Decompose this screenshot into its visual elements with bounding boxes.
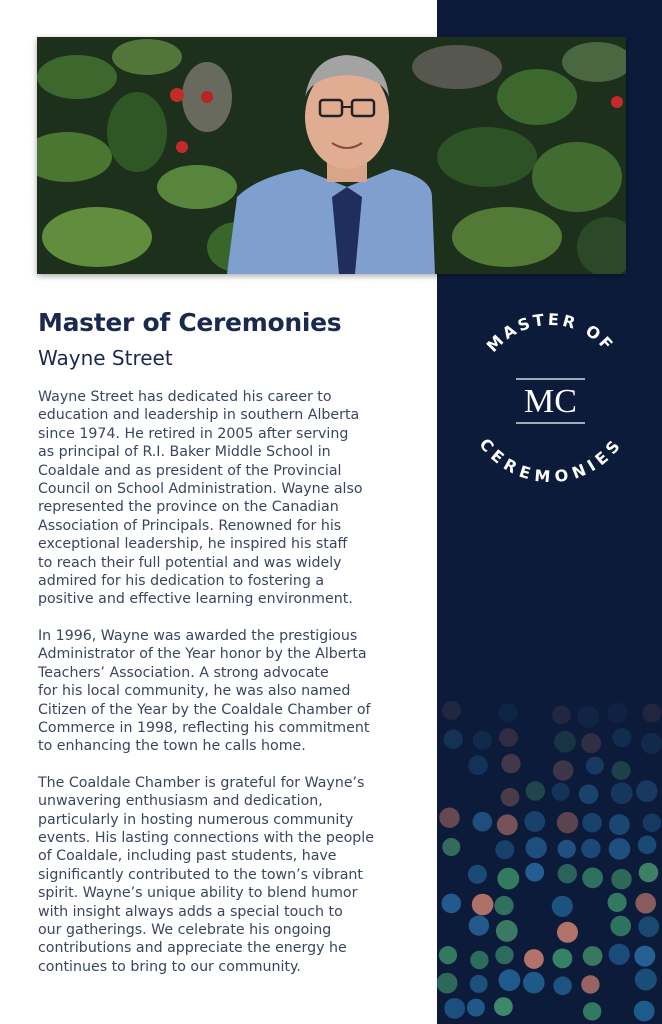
decorative-dot xyxy=(554,731,576,753)
decorative-dot xyxy=(495,840,514,859)
decorative-dot xyxy=(612,728,631,747)
decorative-dot xyxy=(552,706,571,725)
decorative-dot xyxy=(608,893,627,912)
decorative-dot xyxy=(525,863,544,882)
decorative-dot xyxy=(439,808,459,828)
decorative-dot xyxy=(497,814,518,835)
decorative-dot xyxy=(501,788,520,807)
decorative-dot xyxy=(611,782,633,804)
decorative-dot xyxy=(641,733,662,754)
decorative-dot xyxy=(638,916,659,937)
decorative-dot xyxy=(607,703,627,723)
decorative-dot xyxy=(444,998,465,1019)
decorative-dot xyxy=(558,840,576,858)
master-of-ceremonies-badge xyxy=(463,308,638,483)
decorative-dot xyxy=(557,922,578,943)
decorative-dot xyxy=(470,975,488,993)
decorative-dot xyxy=(581,975,599,993)
decorative-dot xyxy=(583,1002,601,1020)
decorative-dot xyxy=(498,703,517,722)
decorative-dot xyxy=(473,731,492,750)
decorative-dot xyxy=(526,837,547,858)
decorative-dot xyxy=(553,949,573,969)
person-name: Wayne Street xyxy=(38,346,173,370)
badge-top-text: MASTER OF xyxy=(482,309,619,356)
decorative-dot xyxy=(611,869,631,889)
decorative-dot xyxy=(552,783,570,801)
decorative-dot xyxy=(610,916,631,937)
decorative-dot xyxy=(437,973,458,994)
decorative-dot xyxy=(468,755,488,775)
decorative-dot xyxy=(609,944,630,965)
decorative-dot xyxy=(553,977,572,996)
decorative-dot xyxy=(642,704,661,723)
decorative-dot xyxy=(581,733,601,753)
decorative-dot xyxy=(439,946,457,964)
decorative-dot xyxy=(495,946,513,964)
decorative-dot xyxy=(582,867,603,888)
decorative-dot xyxy=(634,946,655,967)
decorative-dot xyxy=(526,781,545,800)
decorative-dot xyxy=(494,997,513,1016)
decorative-dot xyxy=(499,969,521,991)
decorative-dot xyxy=(553,760,573,780)
badge-monogram: MC xyxy=(524,383,577,420)
decorative-dot xyxy=(557,812,578,833)
decorative-dot xyxy=(494,896,513,915)
page-title: Master of Ceremonies xyxy=(38,308,342,337)
decorative-dot xyxy=(524,811,545,832)
biography xyxy=(38,388,398,994)
decorative-dot xyxy=(582,813,602,833)
decorative-dot xyxy=(612,761,631,780)
decorative-dot xyxy=(635,969,657,991)
decorative-dot xyxy=(444,730,463,749)
portrait-photo xyxy=(37,37,626,274)
decorative-dot xyxy=(497,868,519,890)
decorative-dot xyxy=(552,896,573,917)
svg-text:CEREMONIES xyxy=(475,435,625,483)
decorative-dot xyxy=(609,838,631,860)
decorative-dot xyxy=(583,946,603,966)
decorative-dot xyxy=(442,894,462,914)
decorative-dot xyxy=(524,949,544,969)
decorative-dot xyxy=(467,999,485,1017)
decorative-dot xyxy=(469,915,489,935)
decorative-dot xyxy=(638,836,657,855)
decorative-dot xyxy=(643,814,662,833)
decorative-dot xyxy=(523,972,545,994)
decorative-dot xyxy=(558,864,577,883)
decorative-dot xyxy=(609,814,630,835)
decorative-dot xyxy=(442,838,460,856)
badge-bottom-text: CEREMONIES xyxy=(475,434,626,483)
decorative-dot xyxy=(636,780,658,802)
decorative-dot xyxy=(470,951,488,969)
decorative-dot xyxy=(442,701,461,720)
decorative-dot xyxy=(586,757,604,775)
decorative-dot xyxy=(496,920,518,942)
decorative-dot xyxy=(577,706,599,728)
decorative-dot xyxy=(472,894,494,916)
bio-paragraph-1: Wayne Street has dedicated his career to education and leadership in southern Alberta since 1974. He retired in 2005 after serving as principal of R.I. Baker Middle School in Coaldale and as president of the Provincial Council on School Administration. Wayne also represented the province on the Canadian Association of Principals. Renowned for his exceptional leadership, he inspired his staff to reach their full potential and was widely admired for his dedication to fostering a positive and effective learning environment. xyxy=(38,389,363,608)
decorative-dot xyxy=(468,865,487,884)
decorative-dot xyxy=(581,839,600,858)
decorative-dot xyxy=(579,785,599,805)
decorative-dot xyxy=(634,1001,655,1022)
bio-paragraph-3: The Coaldale Chamber is grateful for Wayne’s unwavering enthusiasm and dedication, particularly in hosting numerous community events. His lasting connections with the people of Coaldale, including past students, have significantly contributed to the town’s vibrant spirit. Wayne’s unique ability to blend humor with insight always adds a special touch to our gatherings. We celebrate his ongoing contributions and appreciate the energy he continues to bring to our community. xyxy=(38,774,374,975)
decorative-dot xyxy=(635,893,656,914)
decorative-dots xyxy=(437,700,662,1024)
decorative-dot xyxy=(473,812,493,832)
decorative-dot xyxy=(499,728,518,747)
decorative-dot xyxy=(501,754,520,773)
svg-text:MASTER OF xyxy=(483,310,619,356)
bio-paragraph-2: In 1996, Wayne was awarded the prestigious Administrator of the Year honor by the Alberta Teachers’ Association. A strong advocate for his local community, he was also named Citizen of the Year by the Coaldale Chamber of Commerce in 1998, reflecting his commitment to enhancing the town he calls home. xyxy=(38,627,371,755)
decorative-dot xyxy=(639,863,659,883)
